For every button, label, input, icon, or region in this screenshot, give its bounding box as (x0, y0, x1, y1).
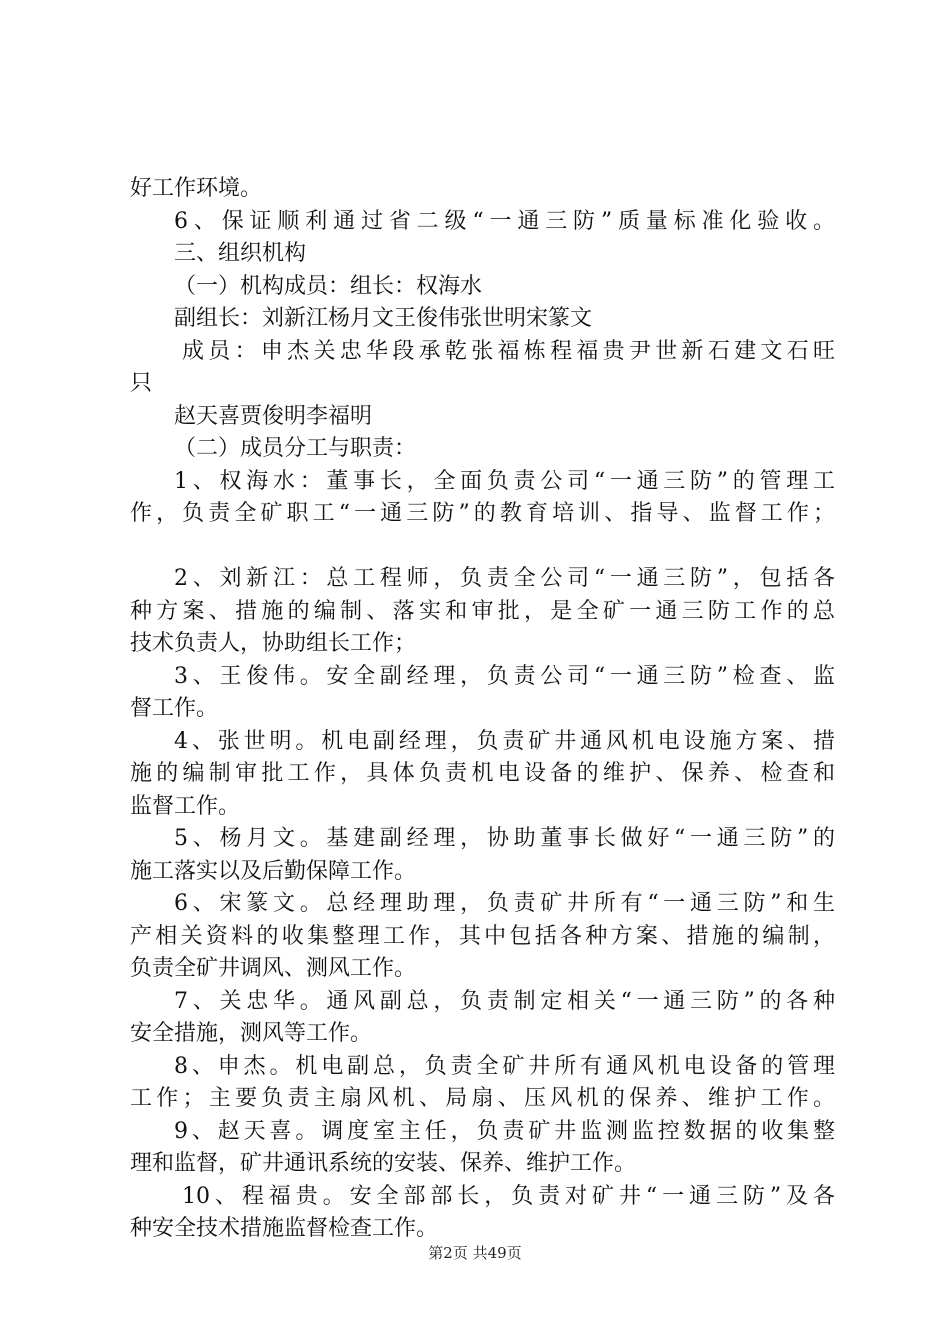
page-number-footer: 第2页 共49页 (428, 1244, 522, 1262)
blank-line (130, 531, 835, 564)
text-line: 成员：申杰关忠华段承乾张福栋程福贵尹世新石建文石旺 (182, 338, 835, 364)
text-line: 只 (130, 371, 153, 396)
text-line: 施工落实以及后勤保障工作。 (130, 858, 417, 884)
text-line: 种方案、措施的编制、落实和审批，是全矿一通三防工作的总 (130, 598, 835, 624)
text-line: 8、申杰。机电副总，负责全矿井所有通风机电设备的管理 (174, 1053, 835, 1079)
text-line: 监督工作。 (130, 793, 241, 819)
text-line: 安全措施，测风等工作。 (130, 1021, 373, 1046)
text-line: 产相关资料的收集整理工作，其中包括各种方案、措施的编制， (130, 923, 835, 949)
subsection-heading: （二）成员分工与职责： (174, 436, 417, 461)
text-line: 3、王俊伟。安全副经理，负责公司“一通三防”检查、监 (174, 663, 835, 689)
document-body (130, 173, 835, 1246)
text-line: 技术负责人，协助组长工作； (130, 631, 417, 656)
text-line: 7、关忠华。通风副总，负责制定相关“一通三防”的各种 (174, 988, 835, 1014)
section-heading: 三、组织机构 (174, 241, 307, 266)
text-line: 9、赵天喜。调度室主任，负责矿井监测监控数据的收集整 (174, 1118, 835, 1144)
text-line: 理和监督，矿井通讯系统的安装、保养、维护工作。 (130, 1151, 637, 1176)
text-line: 10、程福贵。安全部部长，负责对矿井“一通三防”及各 (182, 1183, 835, 1209)
text-line: 作，负责全矿职工“一通三防”的教育培训、指导、监督工作； (130, 501, 835, 526)
subsection-heading: （一）机构成员：组长：权海水 (174, 273, 483, 299)
text-line: 副组长：刘新江杨月文王俊伟张世明宋篆文 (174, 306, 593, 331)
text-line: 好工作环境。 (130, 176, 263, 201)
text-line: 赵天喜贾俊明李福明 (174, 403, 373, 429)
text-line: 2、刘新江：总工程师，负责全公司“一通三防”，包括各 (174, 566, 835, 591)
text-line: 6、保证顺利通过省二级“一通三防”质量标准化验收。 (174, 208, 835, 234)
text-line: 负责全矿井调风、测风工作。 (130, 956, 417, 981)
text-line: 6、宋篆文。总经理助理，负责矿井所有“一通三防”和生 (174, 891, 835, 916)
text-line: 4、张世明。机电副经理，负责矿井通风机电设施方案、措 (174, 728, 835, 754)
text-line: 1、权海水：董事长，全面负责公司“一通三防”的管理工 (174, 468, 835, 494)
text-line: 种安全技术措施监督检查工作。 (130, 1216, 439, 1241)
text-line: 施的编制审批工作，具体负责机电设备的维护、保养、检查和 (130, 761, 835, 786)
text-line: 工作；主要负责主扇风机、局扇、压风机的保养、维护工作。 (130, 1086, 835, 1111)
text-line: 5、杨月文。基建副经理，协助董事长做好“一通三防”的 (174, 826, 835, 851)
text-line: 督工作。 (130, 696, 219, 721)
